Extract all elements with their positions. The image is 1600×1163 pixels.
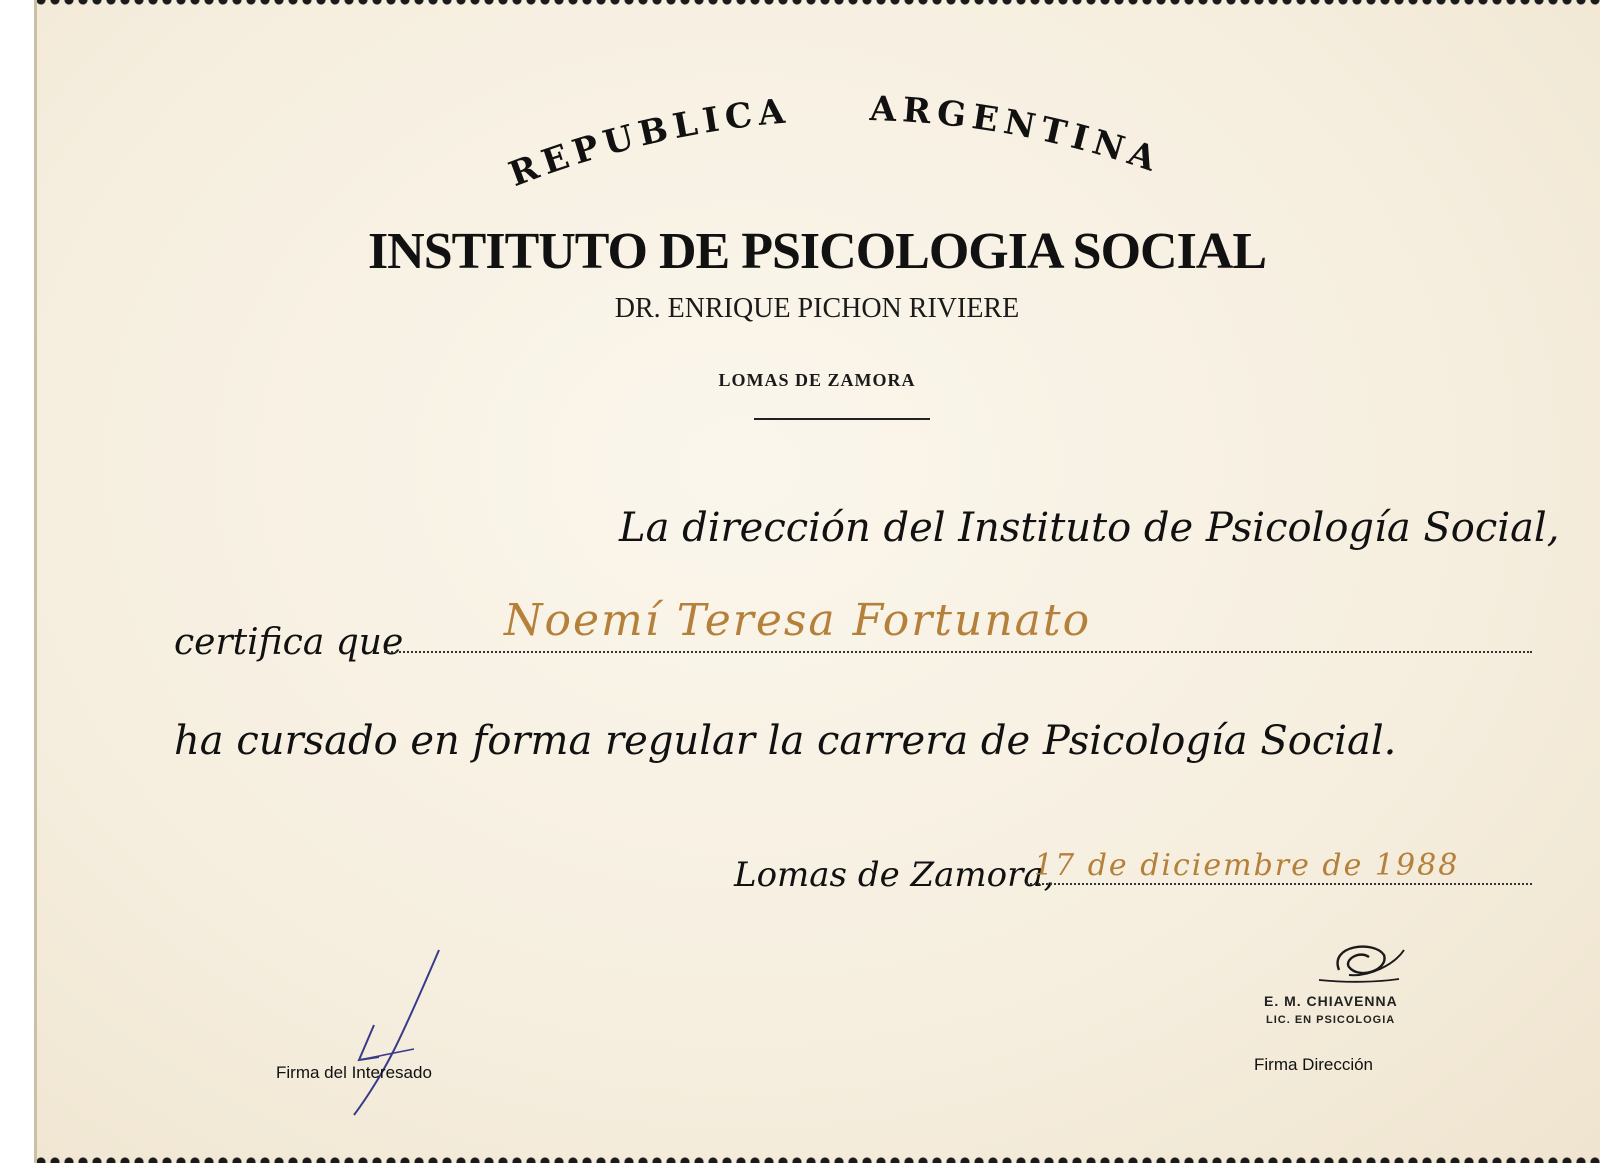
interested-signature-label: Firma del Interesado [276, 1063, 432, 1082]
arc-heading [504, 89, 1167, 195]
institute-title: INSTITUTO DE PSICOLOGIA SOCIAL [367, 223, 1267, 280]
director-stamp-title: LIC. EN PSICOLOGIA [1266, 1014, 1396, 1026]
place-text: Lomas de Zamora, [734, 855, 1055, 895]
body-line-direction: La dirección del Instituto de Psicología Social, [619, 505, 1560, 551]
director-stamp-name: E. M. CHIAVENNA [1264, 993, 1398, 1009]
perforated-edge-bottom [34, 1155, 1600, 1163]
recipient-name: Noemí Teresa Fortunato [504, 595, 1092, 646]
name-dotted-line [384, 651, 1532, 653]
interested-signature [314, 945, 454, 1120]
perforated-edge-top [34, 0, 1600, 7]
heading-divider [754, 418, 930, 420]
certificate-paper [34, 0, 1600, 1163]
body-line-course: ha cursado en forma regular la carrera de Psicología Social. [174, 718, 1397, 764]
arc-right-text: ARGENTINA [869, 89, 1167, 182]
date-text: 17 de diciembre de 1988 [1034, 848, 1460, 883]
date-dotted-line [1026, 883, 1532, 885]
arc-left-text: REPUBLICA [503, 91, 793, 195]
director-signature-label: Firma Dirección [1254, 1055, 1374, 1074]
body-line-certifies: certifica que [174, 622, 404, 663]
director-name: DR. ENRIQUE PICHON RIVIERE [614, 293, 1020, 324]
location-heading: LOMAS DE ZAMORA [718, 370, 916, 390]
paper-left-edge [34, 0, 37, 1163]
director-signature [1289, 935, 1429, 995]
republica-argentina-arc [454, 85, 1254, 235]
